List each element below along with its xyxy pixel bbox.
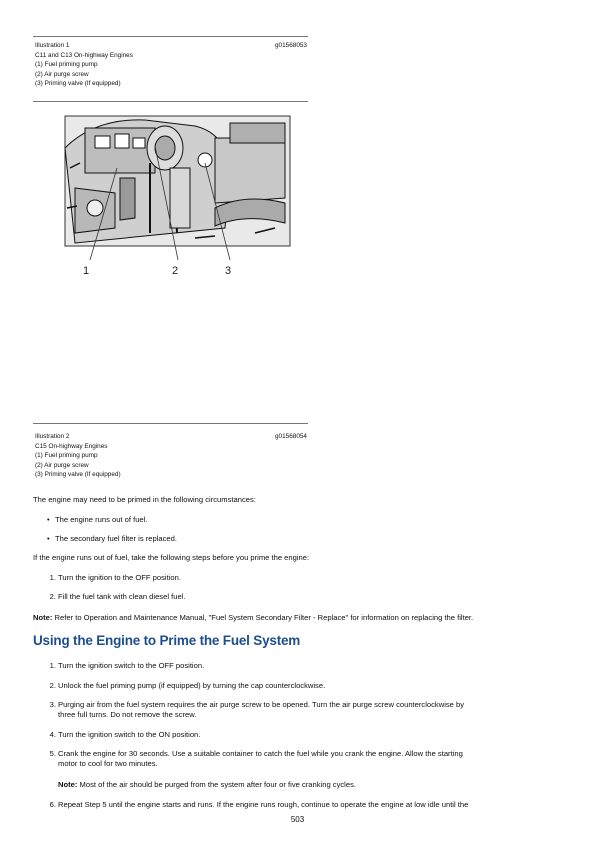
note-label: Note: — [58, 780, 78, 789]
engine-drawing — [55, 108, 305, 285]
step-text: Turn the ignition switch to the ON position. — [58, 730, 201, 739]
step-number: 6. — [49, 800, 56, 809]
step-text-line: Purging air from the fuel system requires the air purge screw to be opened. Turn the air purge screw counterclockwise by — [58, 700, 465, 709]
illustration-1-item: (1) Fuel priming pump — [35, 61, 98, 69]
illustration-2-item: (1) Fuel priming pump — [35, 452, 98, 460]
list-item — [44, 800, 554, 810]
section-heading: Using the Engine to Prime the Fuel System — [33, 633, 301, 648]
step-number: 5. — [49, 749, 56, 758]
illustration-2-item: (3) Priming valve (If equipped) — [35, 471, 121, 479]
caption-bottom-rule — [33, 101, 308, 102]
note-label: Note: — [33, 613, 53, 622]
illustration-2-id: g01568054 — [275, 433, 307, 440]
engine-illustration — [55, 108, 305, 285]
circumstance-text: The secondary fuel filter is replaced. — [55, 534, 177, 543]
page-number: 503 — [290, 815, 305, 824]
note-filter — [33, 613, 563, 623]
list-item: • The secondary fuel filter is replaced. — [47, 534, 177, 543]
step-text-line: three full turns. Do not remove the screw. — [58, 710, 197, 719]
illustration-2-caption — [35, 432, 307, 480]
step-text: Repeat Step 5 until the engine starts and runs. If the engine runs rough, continue to operate the engine at low idle until the — [58, 800, 469, 809]
illustration-1-caption — [35, 41, 307, 89]
caption-top-rule — [33, 423, 308, 424]
illustration-1-title: C11 and C13 On-highway Engines — [35, 51, 133, 59]
step-number: 2. — [49, 592, 56, 601]
step-text: Fill the fuel tank with clean diesel fuel. — [58, 592, 186, 601]
out-of-fuel-intro: If the engine runs out of fuel, take the following steps before you prime the engine: — [33, 553, 310, 562]
callout-2: 2 — [172, 265, 179, 277]
list-item: • The engine runs out of fuel. — [47, 515, 148, 524]
callout-3: 3 — [225, 265, 232, 277]
list-item — [44, 681, 554, 691]
step-text: Turn the ignition to the OFF position. — [58, 573, 181, 582]
step-number: 4. — [49, 730, 56, 739]
caption-top-rule — [33, 36, 308, 37]
list-item — [44, 749, 554, 769]
step-text-line: motor to cool for two minutes. — [58, 759, 158, 768]
list-item — [44, 573, 554, 583]
step-number: 1. — [49, 573, 56, 582]
list-item — [44, 661, 554, 671]
illustration-2-item: (2) Air purge screw — [35, 461, 89, 469]
illustration-2-title: C15 On-highway Engines — [35, 442, 108, 450]
step-number: 2. — [49, 681, 56, 690]
list-item — [44, 700, 554, 720]
list-item — [44, 592, 554, 602]
illustration-1-id: g01568053 — [275, 42, 307, 49]
circumstance-text: The engine runs out of fuel. — [55, 515, 148, 524]
illustration-1-item: (2) Air purge screw — [35, 70, 89, 78]
note-text: Most of the air should be purged from the system after four or five cranking cycles. — [79, 780, 356, 789]
step-text: Turn the ignition switch to the OFF position. — [58, 661, 205, 670]
step-text-line: Crank the engine for 30 seconds. Use a suitable container to catch the fuel while you crank the engine. Allow the starting — [58, 749, 463, 758]
list-item — [44, 730, 554, 740]
note-cranking — [58, 780, 356, 790]
callout-1: 1 — [83, 265, 90, 277]
step-number: 1. — [49, 661, 56, 670]
step-number: 3. — [49, 700, 56, 709]
illustration-1-label: Illustration 1 — [35, 42, 70, 49]
illustration-1-item: (3) Priming valve (If equipped) — [35, 80, 121, 88]
step-text: Unlock the fuel priming pump (if equipped) by turning the cap counterclockwise. — [58, 681, 326, 690]
intro-text: The engine may need to be primed in the following circumstances: — [33, 495, 256, 504]
note-text: Refer to Operation and Maintenance Manual, "Fuel System Secondary Filter - Replace" for information on replacing the filter. — [54, 613, 474, 622]
illustration-2-label: Illustration 2 — [35, 433, 70, 440]
